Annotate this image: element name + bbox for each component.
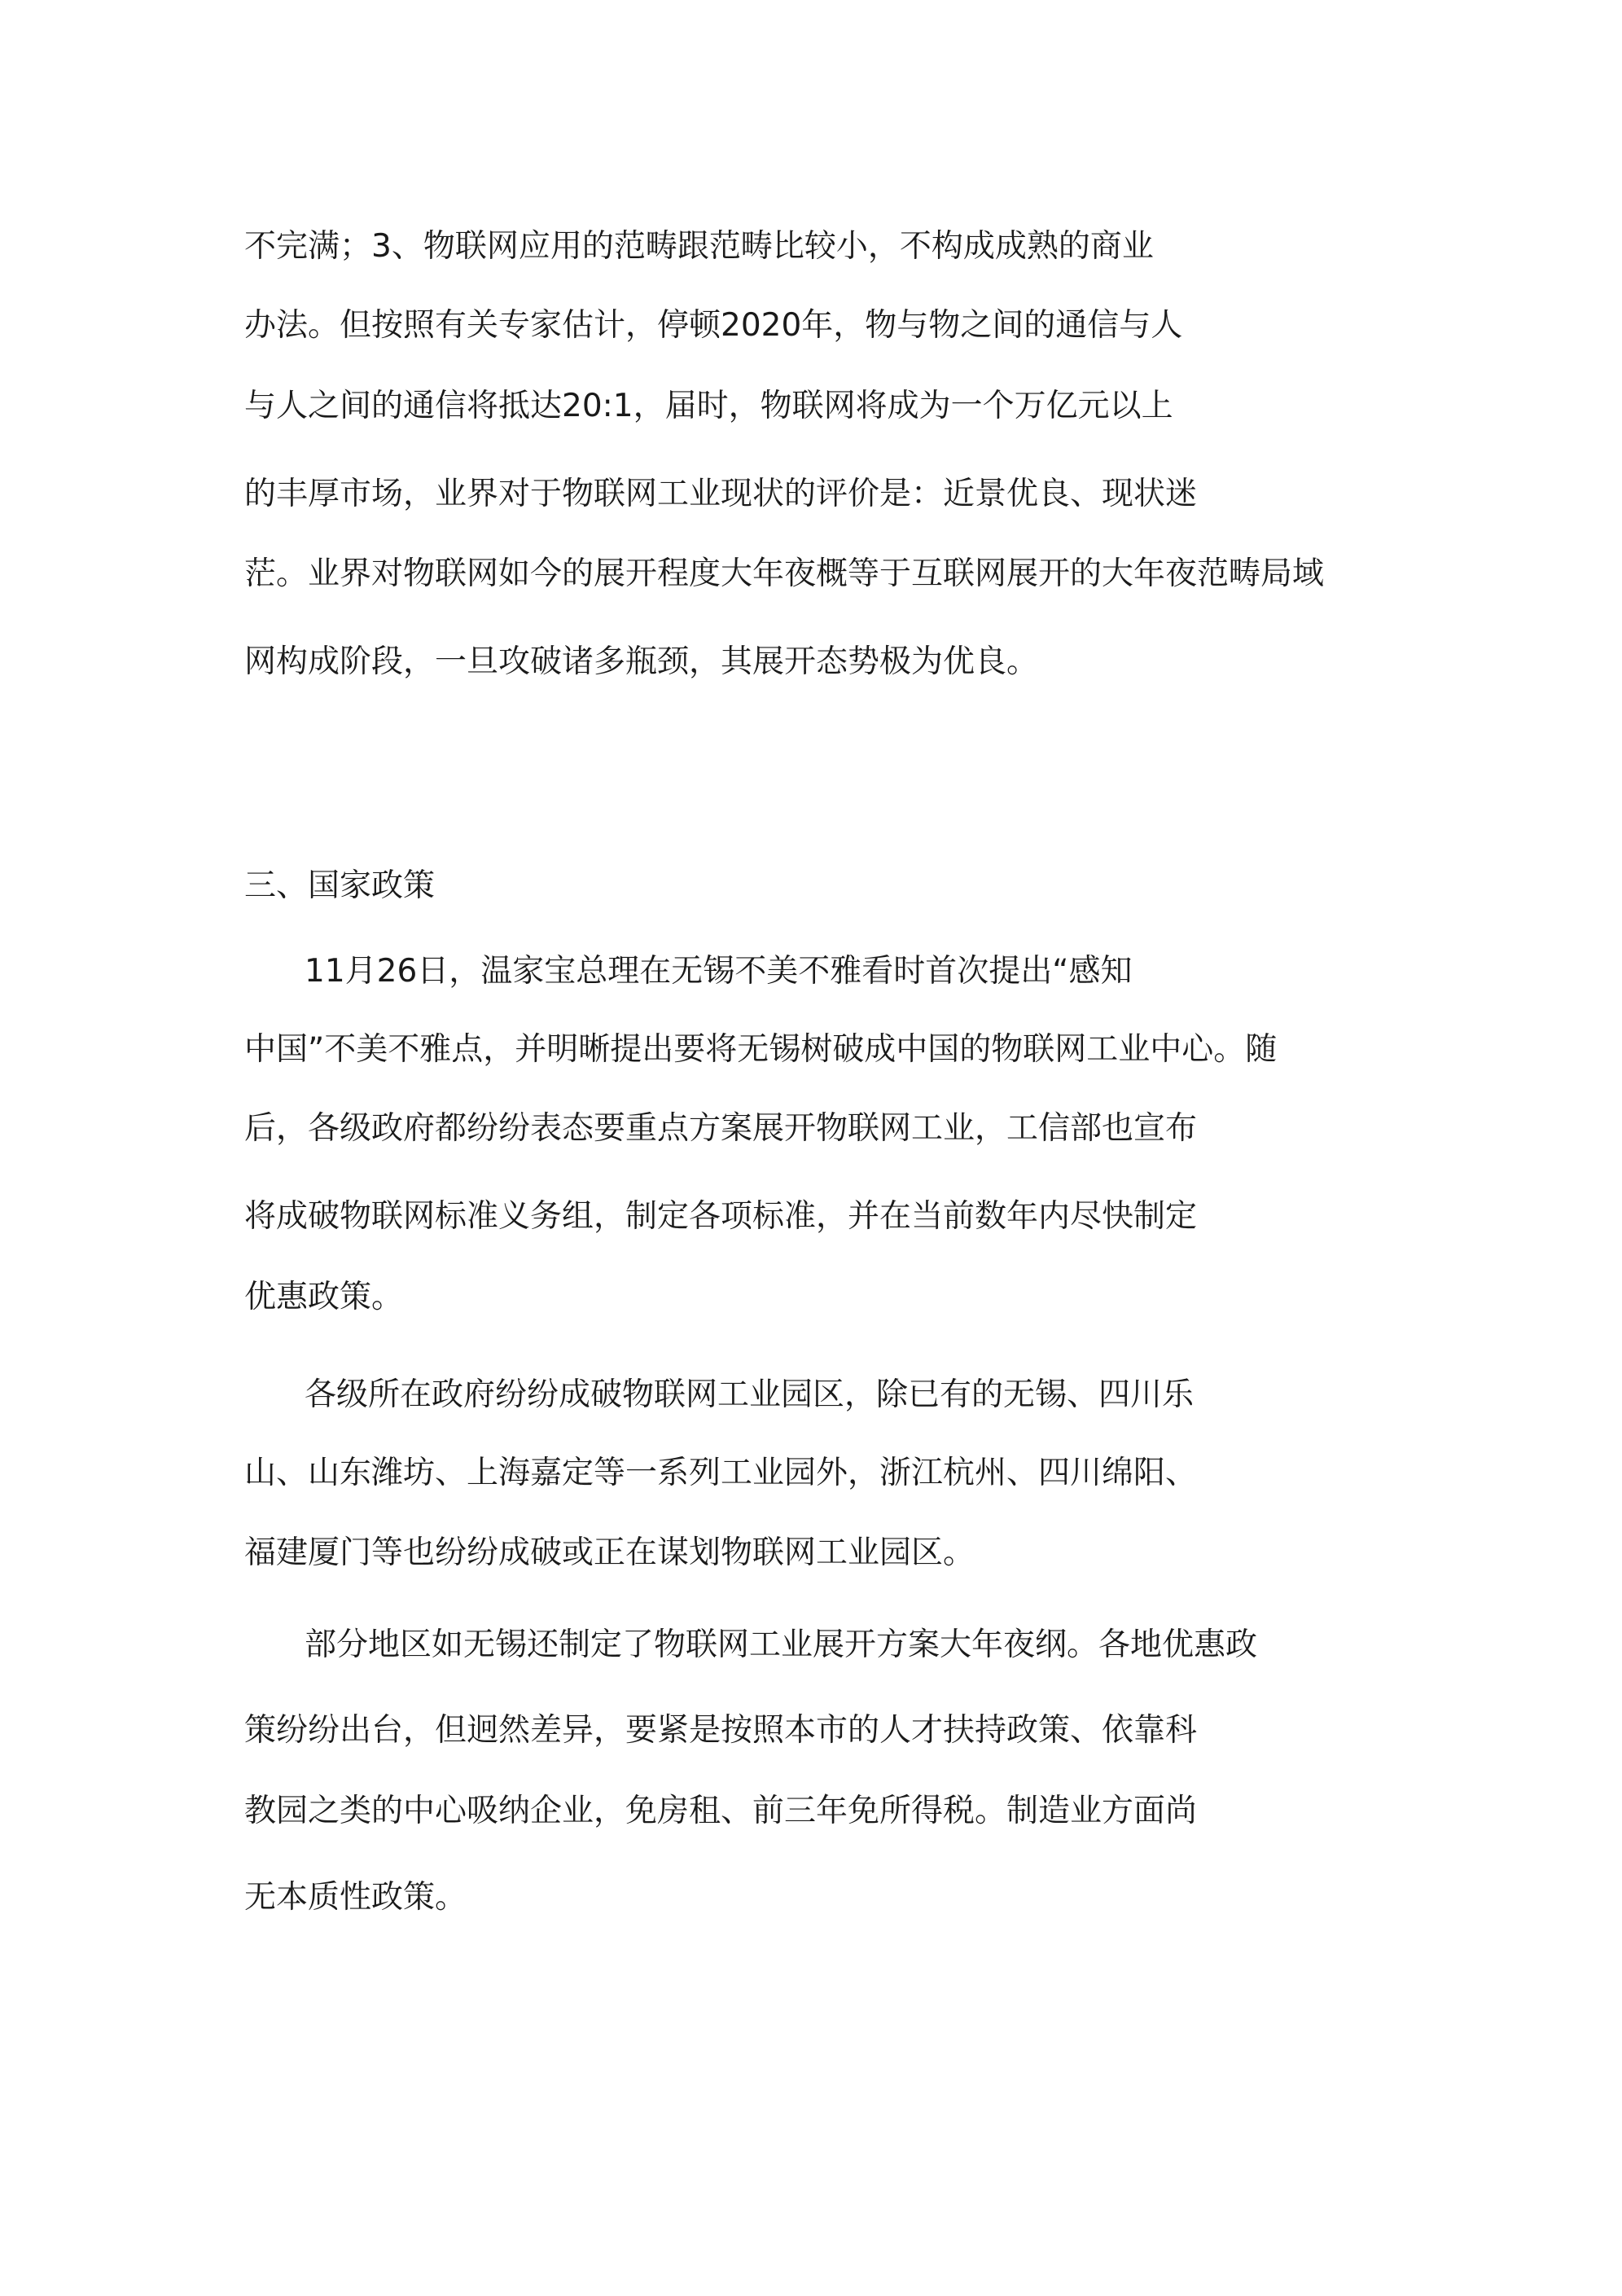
paragraph-3-line-1: 各级所在政府纷纷成破物联网工业园区，除已有的无锡、四川乐 xyxy=(305,1376,1195,1413)
paragraph-4-line-4: 无本质性政策。 xyxy=(244,1879,467,1916)
paragraph-2-line-1: 11月26日，温家宝总理在无锡不美不雅看时首次提出“感知 xyxy=(305,953,1133,990)
paragraph-4-line-2: 策纷纷出台，但迥然差异，要紧是按照本市的人才扶持政策、依靠科 xyxy=(244,1712,1198,1749)
paragraph-3-line-3: 福建厦门等也纷纷成破或正在谋划物联网工业园区。 xyxy=(244,1534,975,1571)
paragraph-3-line-2: 山、山东潍坊、上海嘉定等一系列工业园外，浙江杭州、四川绵阳、 xyxy=(244,1455,1198,1491)
paragraph-1-line-6: 网构成阶段，一旦攻破诸多瓶颈，其展开态势极为优良。 xyxy=(244,643,1039,680)
section-heading: 三、国家政策 xyxy=(244,867,436,904)
paragraph-1-line-3: 与人之间的通信将抵达20:1，届时，物联网将成为一个万亿元以上 xyxy=(244,388,1173,424)
paragraph-2-line-2: 中国”不美不雅点，并明晰提出要将无锡树破成中国的物联网工业中心。随 xyxy=(244,1031,1278,1068)
paragraph-4-line-3: 教园之类的中心吸纳企业，免房租、前三年免所得税。制造业方面尚 xyxy=(244,1793,1198,1829)
paragraph-2-line-4: 将成破物联网标准义务组，制定各项标准，并在当前数年内尽快制定 xyxy=(244,1198,1198,1235)
paragraph-1-line-1: 不完满；3、物联网应用的范畴跟范畴比较小，不构成成熟的商业 xyxy=(244,228,1154,265)
paragraph-1-line-2: 办法。但按照有关专家估计，停顿2020年，物与物之间的通信与人 xyxy=(244,307,1183,344)
paragraph-4-line-1: 部分地区如无锡还制定了物联网工业展开方案大年夜纲。各地优惠政 xyxy=(305,1627,1258,1663)
paragraph-1-line-5: 茫。业界对物联网如今的展开程度大年夜概等于互联网展开的大年夜范畴局域 xyxy=(244,555,1325,592)
paragraph-2-line-3: 后，各级政府都纷纷表态要重点方案展开物联网工业，工信部也宣布 xyxy=(244,1110,1198,1147)
paragraph-2-line-5: 优惠政策。 xyxy=(244,1279,404,1315)
paragraph-1-line-4: 的丰厚市场，业界对于物联网工业现状的评价是：近景优良、现状迷 xyxy=(244,476,1198,512)
